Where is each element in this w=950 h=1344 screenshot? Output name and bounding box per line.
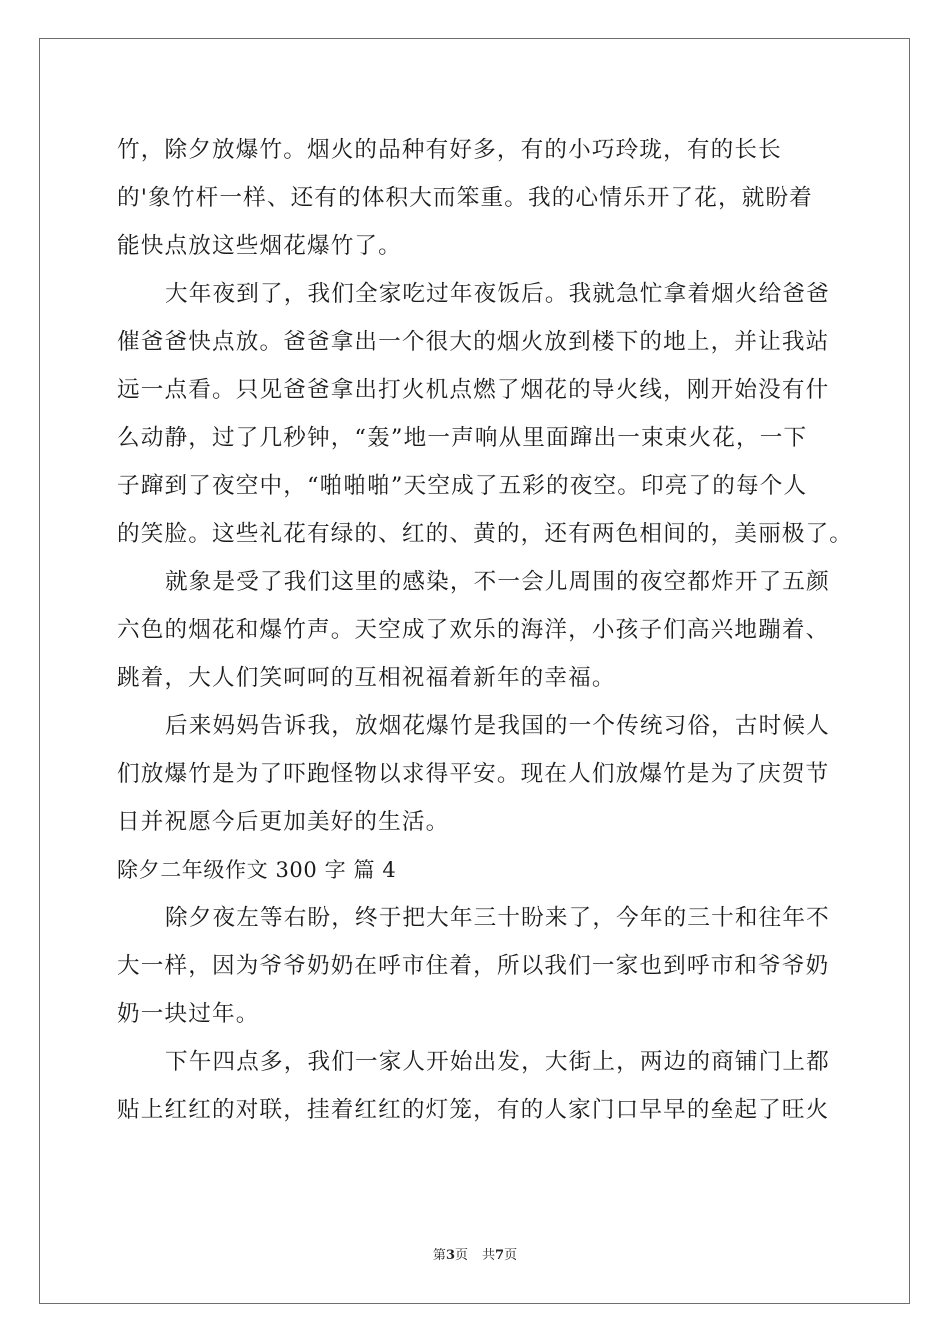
current-page-number: 3 bbox=[445, 1248, 455, 1263]
text-line: 们放爆竹是为了吓跑怪物以求得平安。现在人们放爆竹是为了庆贺节 bbox=[117, 761, 830, 787]
page-label-prefix: 第 bbox=[432, 1248, 446, 1263]
total-label-suffix: 页 bbox=[504, 1248, 518, 1263]
text-line: 子蹿到了夜空中，“啪啪啪”天空成了五彩的夜空。印亮了的每个人 bbox=[117, 473, 808, 499]
paragraph-first-line: 下午四点多，我们一家人开始出发，大街上，两边的商铺门上都 bbox=[165, 1049, 830, 1075]
page-footer bbox=[0, 1246, 950, 1266]
text-line: 的笑脸。这些礼花有绿的、红的、黄的，还有两色相间的，美丽极了。 bbox=[117, 521, 854, 547]
text-line: 么动静，过了几秒钟，“轰”地一声响从里面蹿出一束束火花，一下 bbox=[117, 425, 808, 451]
text-line: 六色的烟花和爆竹声。天空成了欢乐的海洋，小孩子们高兴地蹦着、 bbox=[117, 617, 830, 643]
paragraph-first-line: 除夕夜左等右盼，终于把大年三十盼来了，今年的三十和往年不 bbox=[165, 905, 830, 931]
text-line: 跳着，大人们笑呵呵的互相祝福着新年的幸福。 bbox=[117, 665, 616, 691]
text-line: 竹，除夕放爆竹。烟火的品种有好多，有的小巧玲珑，有的长长 bbox=[117, 137, 782, 163]
text-line: 的'象竹杆一样、还有的体积大而笨重。我的心情乐开了花，就盼着 bbox=[117, 185, 813, 211]
paragraph-first-line: 就象是受了我们这里的感染，不一会儿周围的夜空都炸开了五颜 bbox=[165, 569, 830, 595]
text-line: 贴上红红的对联，挂着红红的灯笼，有的人家门口早早的垒起了旺火 bbox=[117, 1097, 830, 1123]
section-heading: 除夕二年级作文 300 字 篇 4 bbox=[117, 858, 397, 882]
paragraph-first-line: 后来妈妈告诉我，放烟花爆竹是我国的一个传统习俗，古时候人 bbox=[165, 713, 830, 739]
text-line: 催爸爸快点放。爸爸拿出一个很大的烟火放到楼下的地上，并让我站 bbox=[117, 329, 830, 355]
total-page-number: 7 bbox=[495, 1248, 505, 1263]
document-body bbox=[117, 126, 854, 1134]
text-line: 远一点看。只见爸爸拿出打火机点燃了烟花的导火线，刚开始没有什 bbox=[117, 377, 830, 403]
text-line: 大一样，因为爷爷奶奶在呼市住着，所以我们一家也到呼市和爷爷奶 bbox=[117, 953, 830, 979]
paragraph-first-line: 大年夜到了，我们全家吃过年夜饭后。我就急忙拿着烟火给爸爸 bbox=[165, 281, 830, 307]
text-line: 能快点放这些烟花爆竹了。 bbox=[117, 233, 402, 259]
text-line: 日并祝愿今后更加美好的生活。 bbox=[117, 809, 450, 835]
page-label-suffix: 页 bbox=[454, 1248, 468, 1263]
total-label-prefix: 共 bbox=[482, 1248, 496, 1263]
text-line: 奶一块过年。 bbox=[117, 1001, 260, 1027]
